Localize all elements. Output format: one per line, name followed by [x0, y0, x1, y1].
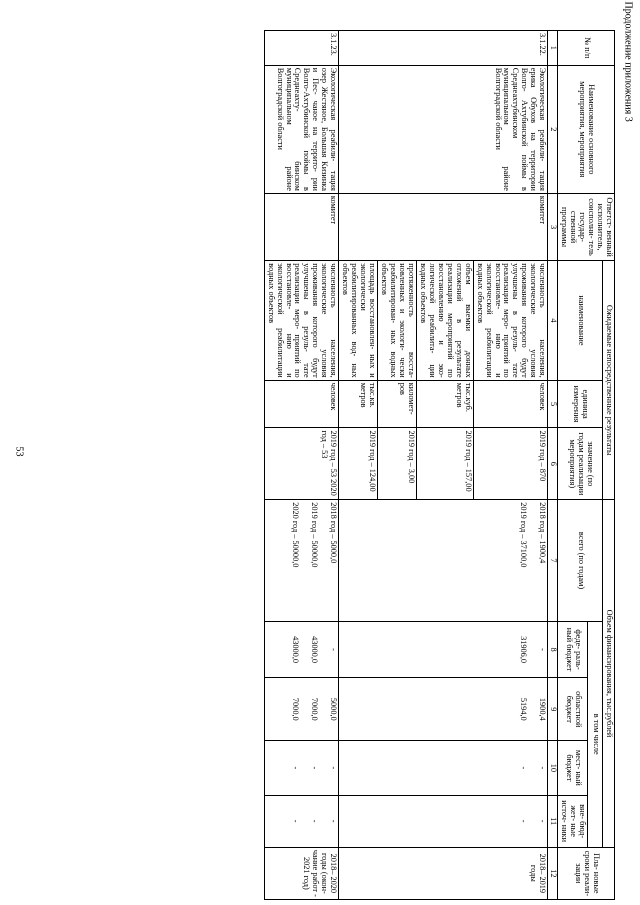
fund-reg-line: 5000,0 [329, 697, 339, 721]
row-name: Экологическая реабили- тация ерика Обухов на территории Волго- Ахтубинской поймы в Среднеахтубинском муниципальном районе Волгоградской области [339, 65, 548, 193]
fund-total-line: 2019 год – 37100,0 [519, 502, 529, 568]
col-num: 7 [548, 500, 558, 622]
hdr-executor: Ответст- венный исполнитель, соисполни- тель государ- ственной программы [558, 193, 615, 260]
col-num: 5 [548, 380, 558, 428]
fund-ext-line: - [291, 819, 301, 823]
hdr-no: № п/п [558, 31, 615, 66]
hdr-loc: мест- ный бюджет [558, 741, 588, 795]
result-unit: человек [264, 380, 339, 428]
hdr-fed: феде- раль- ный бюджет [558, 621, 588, 677]
hdr-name: Наименование основного мероприятия, мероприятия [558, 65, 615, 193]
hdr-funding: Объем финансирования, тыс.рублей [603, 500, 615, 848]
result-name: площадь восстановлен- ных и экологически реабилитированных вод- ных объектов [339, 261, 378, 380]
fund-reg-line: 7000,0 [291, 697, 301, 721]
result-value: 2019 год – 870 [473, 428, 548, 500]
continuation-note: Продолжение приложения 3 [622, 1, 634, 122]
fund-loc [339, 741, 548, 795]
fund-reg [339, 678, 548, 741]
fund-ext [264, 795, 339, 847]
fund-loc-line: - [291, 766, 301, 770]
result-name: протяженность восста- новленных и экологи- чески реабилитирован- ных водных объектов [378, 261, 417, 380]
col-num: 2 [548, 65, 558, 193]
continuation-note-wrap [618, 1, 638, 166]
row-terms: 2018– 2020 годы (окон- чание работ - 2021 год) [264, 847, 339, 899]
row-terms: 2018– 2019 годы [339, 847, 548, 899]
fund-loc-line: - [538, 766, 548, 770]
fund-loc [264, 741, 339, 795]
fund-ext-line: - [329, 819, 339, 823]
fund-total-line: 2018 год – 1900,4 [538, 502, 548, 564]
program-table [264, 30, 615, 900]
fund-total-line: 2018 год – 5000,0 [329, 502, 339, 564]
page-number: 53 [13, 446, 25, 457]
fund-total-line: 2020 год – 50000,0 [291, 502, 301, 568]
fund-fed [264, 621, 339, 677]
fund-ext-line: - [538, 819, 548, 823]
table-row [473, 31, 548, 900]
hdr-terms: Пла- новые сроки реали- зации [558, 847, 615, 899]
result-name: численность населения, экологические условия проживания которого будут улучшены в резуль- тате реализации меро- приятий по восстановле- нию и экологической реабилитации водных объектов [264, 261, 339, 380]
result-value: 2019 год – 124,00 [339, 428, 378, 500]
fund-ext-line: - [519, 819, 529, 823]
fund-fed-line: 43000,0 [310, 636, 320, 664]
fund-ext-line: - [310, 819, 320, 823]
fund-total-line: 2019 год – 50000,0 [310, 502, 320, 568]
fund-fed-line: 43000,0 [291, 636, 301, 664]
fund-loc-line: - [329, 766, 339, 770]
col-num: 12 [548, 847, 558, 899]
hdr-fund-incl: в том числе [588, 621, 603, 847]
row-executor: комитет [339, 193, 548, 260]
hdr-results: Ожидаемые непосредственные результаты [603, 261, 615, 500]
row-name: Экологическая реабили- тация озер Жестяное, Большая Кизинка и Пес- чаное на террито- рии Волго-Ахтубинской поймы в Среднеахту- бинском муниципальном районе Волгоградской области [264, 65, 339, 193]
result-name: численность населения, экологические условия проживания которого будут улучшены в резуль- тате реализации меро- приятий по восстановле- нию и экологической реабилитации водных объектов [473, 261, 548, 380]
col-num: 6 [548, 428, 558, 500]
fund-fed-line: - [538, 648, 548, 651]
result-value: 2019 год – 53 2020 год – 53 [264, 428, 339, 500]
fund-reg [264, 678, 339, 741]
col-num: 9 [548, 678, 558, 741]
hdr-ext: вне- бюд- жет- ные источ- ники [558, 795, 588, 847]
hdr-reg: областной бюджет [558, 678, 588, 741]
col-num: 11 [548, 795, 558, 847]
fund-reg-line: 5194,0 [519, 697, 529, 721]
hdr-fund-total: всего (по годам) [558, 500, 603, 622]
col-num: 4 [548, 261, 558, 380]
result-unit: тыс.куб. метров [416, 380, 473, 428]
fund-total [339, 500, 548, 622]
fund-fed-line: - [329, 648, 339, 651]
result-unit: тыс.кв. метров [339, 380, 378, 428]
fund-fed-line: 31906,0 [519, 636, 529, 664]
result-name: объем выемки донных отложений в результате реализации мероприятий по восстановлению и эко- логической реабилита- ции водных объектов [416, 261, 473, 380]
result-value: 2019 год – 157,00 [416, 428, 473, 500]
rotated-table-stage [60, 30, 615, 900]
fund-fed [339, 621, 548, 677]
hdr-res-unit: единица измерения [558, 380, 603, 428]
result-value: 2019 год – 3,00 [378, 428, 417, 500]
col-num: 8 [548, 621, 558, 677]
fund-reg-line: 7000,0 [310, 697, 320, 721]
hdr-res-value: значение (по годам реализации мероприятия) [558, 428, 603, 500]
col-num: 1 [548, 31, 558, 66]
hdr-res-name: наименование [558, 261, 603, 380]
col-num: 10 [548, 741, 558, 795]
col-num: 3 [548, 193, 558, 260]
fund-ext [339, 795, 548, 847]
table-row [264, 31, 339, 900]
fund-reg-line: 1900,4 [538, 697, 548, 721]
row-no: 3.1.23. [264, 31, 339, 66]
row-no: 3.1.22. [339, 31, 548, 66]
row-executor: комитет [264, 193, 339, 260]
result-unit: километ- ров [378, 380, 417, 428]
fund-loc-line: - [310, 766, 320, 770]
fund-loc-line: - [519, 766, 529, 770]
result-unit: человек [473, 380, 548, 428]
fund-total [264, 500, 339, 622]
